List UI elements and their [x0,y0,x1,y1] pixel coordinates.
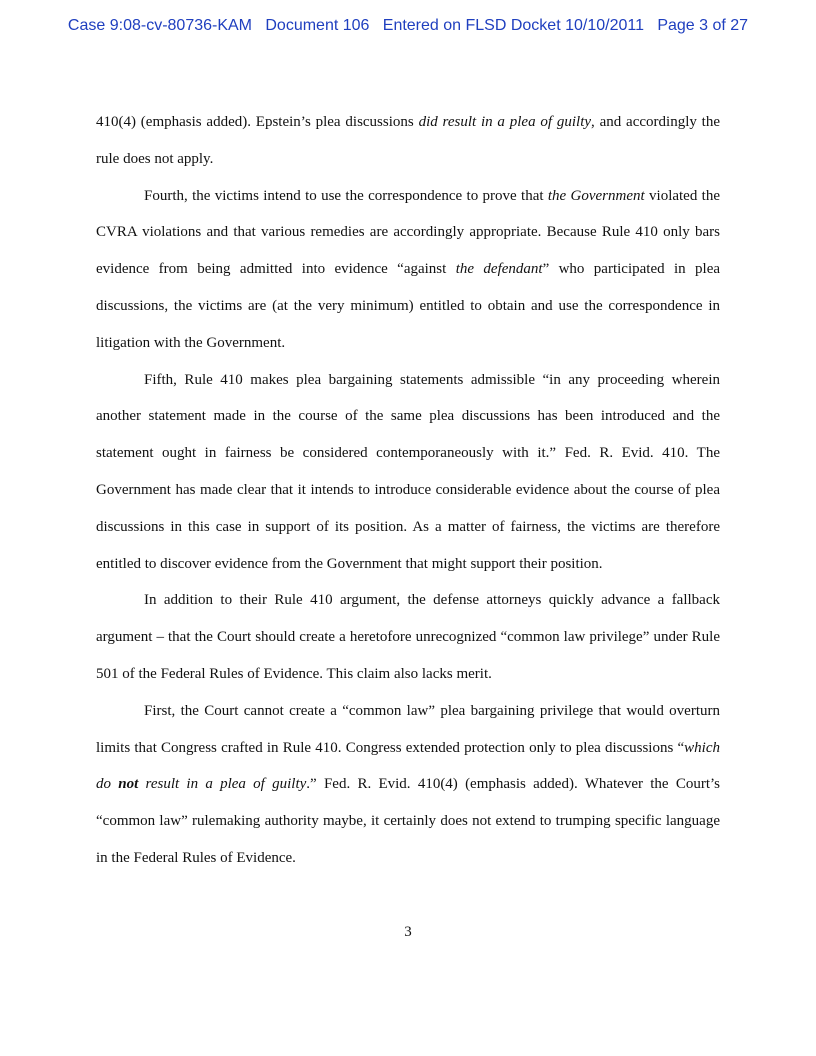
italic-emphasis: which do [96,739,720,793]
text-run: violated the CVRA violations and that various remedies are accordingly appropriate. Because Rule 410 only bars evidence from being admitted into evidence “against [96,187,721,278]
paragraph-1 [96,104,720,178]
docket-entry: Entered on FLSD Docket 10/10/2011 [382,17,644,34]
bold-italic-emphasis: not [118,776,139,793]
italic-emphasis: the defendant [455,261,543,278]
text-run: ” who participated in plea discussions, the victims are (at the very minimum) entitled to obtain and use the correspondence in litigation with the Government. [96,261,721,351]
italic-emphasis: did result in a plea of guilty [418,114,592,130]
text-run: Fourth, the victims intend to use the correspondence to prove that [144,187,548,204]
case-number: Case 9:08-cv-80736-KAM [67,17,253,34]
document-number: Document 106 [265,17,370,34]
document-body [96,104,720,877]
paragraph-fifth [96,362,720,583]
text-run: First, the Court cannot create a “common law” plea bargaining privilege that would overturn limits that Congress crafted in Rule 410. Congress extended protection only to plea discussions “ [96,702,720,756]
text-run: , and accordingly the rule does not apply. [96,114,720,167]
text-run: 410(4) (emphasis added). Epstein’s plea discussions [96,114,419,130]
text-run: .” Fed. R. Evid. 410(4) (emphasis added). Whatever the Court’s “common law” rulemaking authority maybe, it certainly does not extend to trumping specific language in the Federal Rules of Evidence. [96,776,721,866]
paragraph-fourth [96,178,720,362]
text-run: In addition to their Rule 410 argument, the defense attorneys quickly advance a fallback argument – that the Court should create a heretofore unrecognized “common law privilege” under Rule 501 of the Federal Rules of Evidence. This claim also lacks merit. [96,592,720,682]
italic-emphasis: the Government [547,187,645,204]
page-number: 3 [404,924,412,940]
page-indicator: Page 3 of 27 [657,17,749,34]
text-run: Fifth, Rule 410 makes plea bargaining statements admissible “in any proceeding wherein another statement made in the course of the same plea discussions has been introduced and the statement ought in fairness be considered contemporaneously with it.” Fed. R. Evid. 410. The Government has made clear that it intends to introduce considerable evidence about the course of plea discussions in this case in support of its position. As a matter of fairness, the victims are therefore entitled to discover evidence from the Government that might support their position. [96,371,720,572]
paragraph-fallback-argument [96,582,720,692]
docket-header [0,17,816,35]
italic-emphasis: result in a plea of guilty [138,776,307,793]
paragraph-first [96,693,720,877]
